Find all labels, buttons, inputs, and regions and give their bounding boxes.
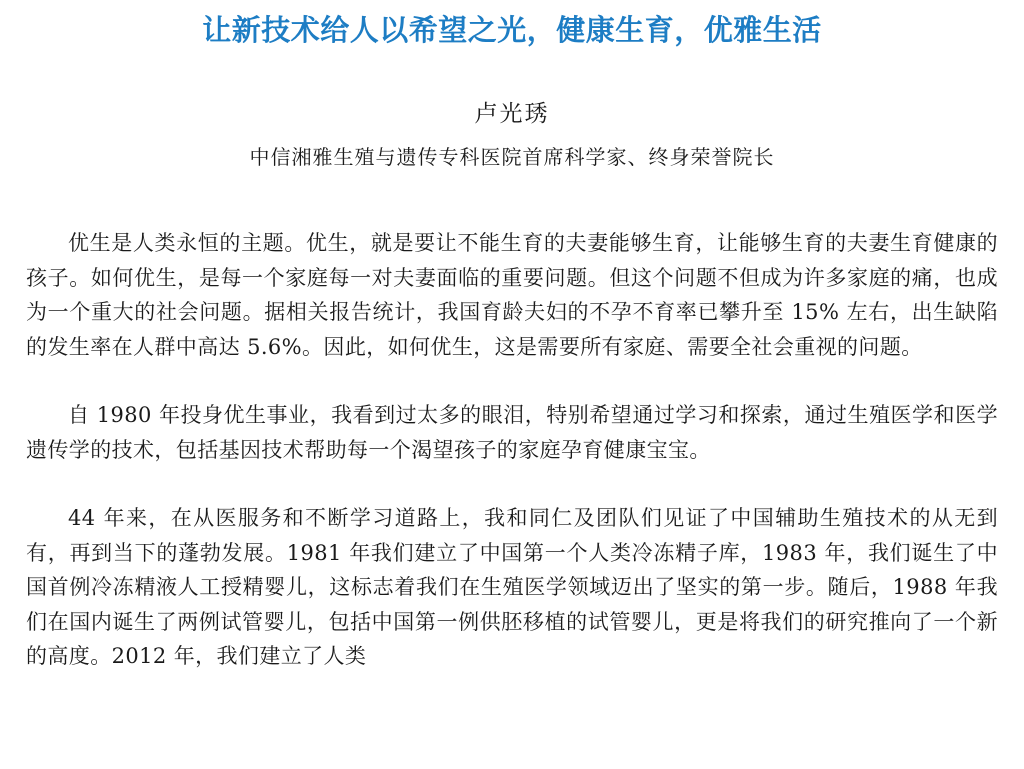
author-affiliation: 中信湘雅生殖与遗传专科医院首席科学家、终身荣誉院长 xyxy=(249,145,775,169)
document-body xyxy=(26,226,998,708)
paragraph: 44 年来，在从医服务和不断学习道路上，我和同仁及团队们见证了中国辅助生殖技术的从无到有，再到当下的蓬勃发展。1981 年我们建立了中国第一个人类冷冻精子库，1983 年，我们诞生了中国首例冷冻精液人工授精婴儿，这标志着我们在生殖医学领域迈出了坚实的第一步。随后，1988 年我们在国内诞生了两例试管婴儿，包括中国第一例供胚移植的试管婴儿，更是将我们的研究推向了一个新的高度。2012 年，我们建立了人类 xyxy=(26,506,998,668)
paragraph: 优生是人类永恒的主题。优生，就是要让不能生育的夫妻能够生育，让能够生育的夫妻生育健康的孩子。如何优生，是每一个家庭每一对夫妻面临的重要问题。但这个问题不但成为许多家庭的痛，也成为一个重大的社会问题。据相关报告统计，我国育龄夫妇的不孕不育率已攀升至 15% 左右，出生缺陷的发生率在人群中高达 5.6%。因此，如何优生，这是需要所有家庭、需要全社会重视的问题。 xyxy=(26,231,998,359)
document-title: 让新技术给人以希望之光，健康生育，优雅生活 xyxy=(202,13,822,47)
paragraph: 自 1980 年投身优生事业，我看到过太多的眼泪，特别希望通过学习和探索，通过生殖医学和医学遗传学的技术，包括基因技术帮助每一个渴望孩子的家庭孕育健康宝宝。 xyxy=(26,403,998,462)
author-name: 卢光琇 xyxy=(474,101,550,127)
